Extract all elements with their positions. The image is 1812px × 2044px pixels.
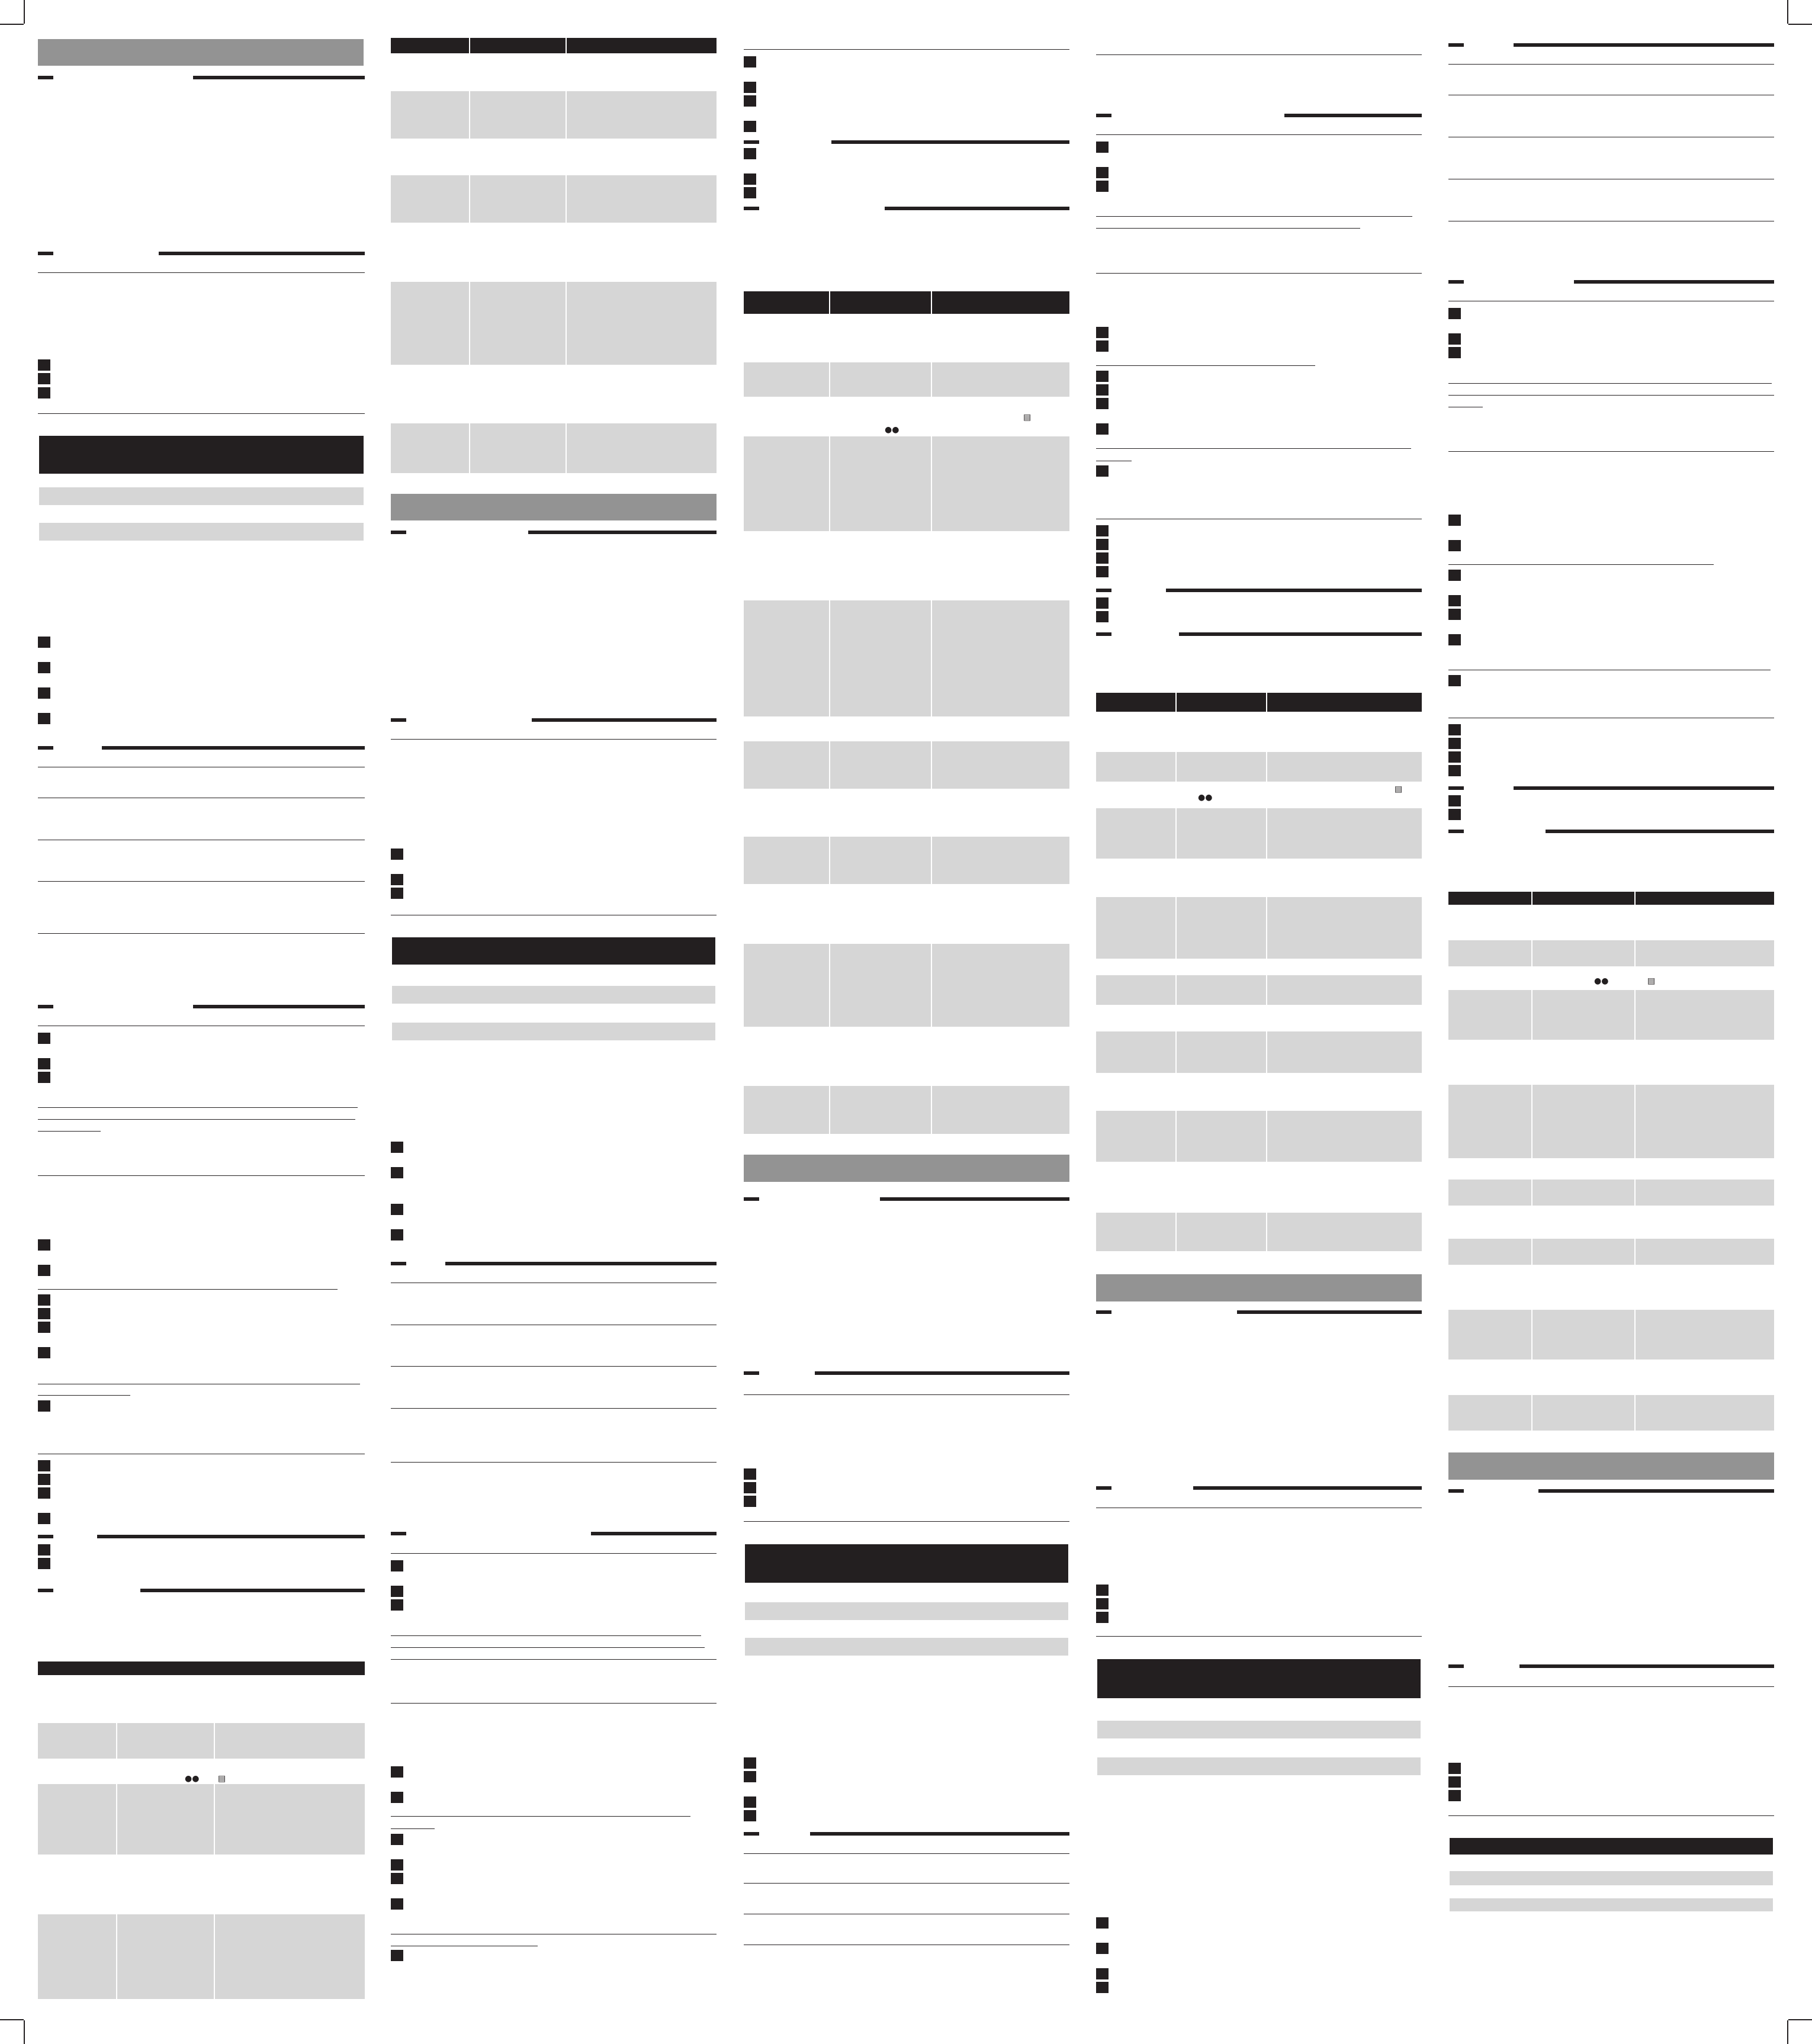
- subheading-rule: [97, 1535, 365, 1538]
- intro-bar: [1450, 1871, 1773, 1885]
- intro-bar: [392, 986, 715, 1004]
- list-bullet: [38, 1487, 50, 1499]
- subheading-marker: [1448, 830, 1464, 833]
- divider: [1448, 395, 1774, 396]
- table-row: [744, 837, 1069, 884]
- list-bullet: [1448, 333, 1461, 345]
- list-bullet: [38, 637, 50, 648]
- divider: [38, 1289, 338, 1290]
- divider: [744, 1853, 1069, 1854]
- subheading-marker: [1448, 1664, 1464, 1668]
- divider: [1096, 365, 1315, 366]
- subheading-marker: [744, 1371, 759, 1375]
- subheading-marker: [38, 1535, 53, 1538]
- table-row: [1096, 1031, 1422, 1073]
- list-bullet: [38, 1265, 50, 1276]
- subheading-rule: [1574, 280, 1774, 284]
- shaver-head-icon: ●●: [1594, 976, 1609, 986]
- battery-icon: ▤: [1023, 413, 1032, 422]
- list-bullet: [1096, 327, 1109, 338]
- list-bullet: [1448, 570, 1461, 581]
- language-title-bar: [39, 436, 364, 474]
- list-bullet: [1448, 765, 1461, 776]
- list-bullet: [391, 1792, 403, 1803]
- list-bullet: [391, 1950, 403, 1961]
- list-bullet: [38, 1544, 50, 1556]
- list-bullet: [744, 56, 756, 68]
- subheading-marker: [1096, 632, 1111, 636]
- page-column-4: [1096, 0, 1423, 2044]
- divider: [391, 1647, 705, 1648]
- list-bullet: [38, 1033, 50, 1044]
- list-bullet: [1448, 751, 1461, 763]
- list-bullet: [1448, 675, 1461, 686]
- subheading-marker: [38, 1589, 53, 1592]
- subheading-marker: [38, 746, 53, 750]
- divider: [391, 739, 717, 740]
- table-row: [1448, 1239, 1774, 1265]
- list-bullet: [1096, 1943, 1109, 1954]
- list-bullet: [744, 148, 756, 159]
- list-bullet: [744, 1482, 756, 1493]
- crop-mark: [1788, 2019, 1812, 2020]
- divider: [38, 1107, 358, 1108]
- table-header-row: [38, 1661, 365, 1675]
- list-bullet: [38, 1474, 50, 1485]
- list-bullet: [1096, 611, 1109, 622]
- list-bullet: [1448, 795, 1461, 806]
- divider: [38, 881, 365, 882]
- table-row: [1448, 1395, 1774, 1431]
- intro-bar: [1450, 1898, 1773, 1911]
- list-bullet: [38, 373, 50, 384]
- divider: [744, 1394, 1069, 1395]
- list-bullet: [744, 95, 756, 107]
- subheading-marker: [38, 1005, 53, 1008]
- list-bullet: [1096, 398, 1109, 409]
- list-bullet: [1448, 308, 1461, 319]
- list-bullet: [1096, 142, 1109, 153]
- subheading-rule: [1519, 1664, 1774, 1668]
- divider: [1448, 451, 1774, 452]
- list-bullet: [1096, 566, 1109, 577]
- troubleshooting-table: [38, 1661, 365, 1999]
- list-bullet: [38, 1400, 50, 1412]
- list-bullet: [1448, 347, 1461, 358]
- subheading-rule: [885, 207, 1069, 210]
- list-bullet: [1096, 1585, 1109, 1596]
- crop-mark: [24, 0, 25, 24]
- section-header-bar: [391, 494, 717, 520]
- divider: [38, 272, 365, 273]
- subheading-rule: [1237, 1310, 1422, 1314]
- list-bullet: [391, 1859, 403, 1871]
- list-bullet: [1448, 809, 1461, 820]
- intro-bar: [39, 523, 364, 541]
- intro-bar: [39, 487, 364, 505]
- subheading-rule: [591, 1532, 717, 1535]
- divider: [1096, 228, 1360, 229]
- divider: [38, 1175, 365, 1176]
- divider: [1448, 64, 1774, 65]
- crop-mark: [0, 2019, 24, 2020]
- list-bullet: [1448, 738, 1461, 749]
- subheading-marker: [391, 531, 406, 534]
- shaver-head-icon: ●●: [185, 1774, 200, 1783]
- subheading-marker: [1448, 1489, 1464, 1493]
- divider: [1448, 1686, 1774, 1687]
- list-bullet: [1448, 1776, 1461, 1788]
- crop-mark: [24, 2020, 25, 2044]
- divider: [38, 1131, 101, 1132]
- table-row: [744, 436, 1069, 531]
- list-bullet: [1096, 423, 1109, 435]
- page-column-5: [1448, 0, 1775, 2044]
- divider: [38, 413, 365, 414]
- list-bullet: [38, 1513, 50, 1524]
- subheading-marker: [38, 76, 53, 79]
- list-bullet: [1096, 1968, 1109, 1979]
- intro-bar: [745, 1638, 1068, 1656]
- subheading-marker: [1096, 1486, 1111, 1490]
- list-bullet: [1096, 597, 1109, 609]
- list-bullet: [1448, 609, 1461, 620]
- subheading-rule: [1166, 589, 1422, 592]
- crop-mark: [1788, 24, 1812, 25]
- list-bullet: [744, 1796, 756, 1808]
- subheading-marker: [744, 140, 759, 144]
- subheading-rule: [140, 1589, 365, 1592]
- subheading-rule: [1514, 43, 1774, 47]
- list-bullet: [1448, 724, 1461, 735]
- divider: [391, 1635, 701, 1636]
- table-row: [1448, 940, 1774, 966]
- divider: [38, 933, 365, 934]
- intro-bar: [745, 1602, 1068, 1620]
- subheading-marker: [391, 718, 406, 722]
- divider: [391, 1366, 717, 1367]
- list-bullet: [391, 1766, 403, 1778]
- divider: [391, 1553, 717, 1554]
- list-bullet: [38, 1460, 50, 1471]
- divider: [1448, 564, 1714, 565]
- list-bullet: [391, 888, 403, 899]
- battery-icon: ▤: [1395, 785, 1403, 794]
- table-row: [38, 1723, 365, 1759]
- divider: [391, 1703, 717, 1704]
- divider: [1096, 216, 1412, 217]
- page-column-2: [391, 0, 718, 2044]
- subheading-rule: [528, 531, 717, 534]
- list-bullet: [744, 121, 756, 132]
- list-bullet: [744, 1757, 756, 1769]
- table-row: [391, 175, 717, 223]
- section-header-bar: [744, 1155, 1069, 1182]
- divider: [391, 1816, 690, 1817]
- subheading-rule: [1284, 114, 1422, 117]
- subheading-rule: [880, 1197, 1069, 1201]
- subheading-marker: [1448, 280, 1464, 284]
- list-bullet: [38, 359, 50, 371]
- list-bullet: [744, 187, 756, 198]
- divider: [1096, 273, 1422, 274]
- subheading-rule: [831, 140, 1069, 144]
- list-bullet: [38, 1058, 50, 1069]
- troubleshooting-table: [1096, 693, 1422, 1251]
- subheading-marker: [1096, 114, 1111, 117]
- troubleshooting-table: [391, 38, 717, 473]
- list-bullet: [38, 387, 50, 398]
- divider: [391, 1408, 717, 1409]
- list-bullet: [391, 1560, 403, 1571]
- list-bullet: [391, 874, 403, 885]
- battery-icon: ▤: [218, 1774, 226, 1783]
- table-row: [1096, 1111, 1422, 1162]
- divider: [1096, 1636, 1422, 1637]
- list-bullet: [38, 1239, 50, 1251]
- list-bullet: [1448, 515, 1461, 526]
- table-row: [38, 1914, 365, 1999]
- list-bullet: [1448, 1763, 1461, 1774]
- list-bullet: [1096, 371, 1109, 382]
- subheading-rule: [815, 1371, 1069, 1375]
- table-header-row: [1096, 693, 1422, 712]
- list-bullet: [744, 1468, 756, 1480]
- list-bullet: [391, 1142, 403, 1153]
- divider: [744, 1521, 1069, 1522]
- intro-bar: [1097, 1757, 1421, 1775]
- table-row: [38, 1784, 365, 1855]
- list-bullet: [744, 1771, 756, 1782]
- table-row: [391, 423, 717, 473]
- crop-mark: [0, 24, 24, 25]
- shaver-head-icon: ●●: [1198, 793, 1213, 802]
- intro-bar: [1097, 1721, 1421, 1738]
- list-bullet: [1096, 167, 1109, 178]
- subheading-marker: [1448, 43, 1464, 47]
- section-header-bar: [1448, 1452, 1774, 1480]
- table-row: [1096, 1213, 1422, 1251]
- subheading-rule: [1179, 632, 1422, 636]
- divider: [38, 1119, 355, 1120]
- battery-icon: ▤: [1647, 976, 1656, 986]
- list-bullet: [38, 1072, 50, 1083]
- subheading-rule: [1193, 1486, 1422, 1490]
- table-row: [1448, 990, 1774, 1040]
- list-bullet: [38, 1347, 50, 1358]
- subheading-marker: [38, 252, 53, 255]
- divider: [1448, 383, 1772, 384]
- list-bullet: [1096, 1612, 1109, 1623]
- subheading-rule: [445, 1262, 717, 1265]
- list-bullet: [1096, 1598, 1109, 1609]
- section-header-bar: [1096, 1274, 1422, 1301]
- table-row: [744, 944, 1069, 1027]
- subheading-rule: [193, 76, 365, 79]
- page-column-3: [744, 0, 1071, 2044]
- crop-mark: [1787, 2020, 1788, 2044]
- list-bullet: [1096, 539, 1109, 550]
- divider: [38, 1395, 130, 1396]
- language-title-bar: [392, 937, 715, 965]
- list-bullet: [391, 1167, 403, 1178]
- subheading-rule: [159, 252, 365, 255]
- list-bullet: [744, 173, 756, 185]
- list-bullet: [391, 849, 403, 860]
- intro-bar: [392, 1023, 715, 1040]
- crop-mark: [1787, 0, 1788, 24]
- list-bullet: [38, 662, 50, 673]
- divider: [391, 1828, 435, 1829]
- table-row: [1096, 975, 1422, 1005]
- table-row: [744, 1086, 1069, 1134]
- subheading-rule: [1546, 830, 1774, 833]
- subheading-rule: [102, 746, 365, 750]
- divider: [391, 1659, 717, 1660]
- table-row: [1096, 752, 1422, 782]
- table-row: [391, 91, 717, 139]
- list-bullet: [1096, 384, 1109, 396]
- subheading-rule: [1514, 786, 1774, 790]
- list-bullet: [1096, 525, 1109, 536]
- table-row: [1448, 1310, 1774, 1360]
- table-row: [1096, 897, 1422, 959]
- table-row: [1448, 1085, 1774, 1158]
- subheading-marker: [744, 1832, 759, 1836]
- shaver-head-icon: ●●: [885, 425, 899, 435]
- table-header-row: [1448, 892, 1774, 905]
- divider: [1096, 448, 1411, 449]
- subheading-rule: [193, 1005, 365, 1008]
- list-bullet: [744, 1496, 756, 1507]
- language-title-bar: [745, 1544, 1068, 1583]
- troubleshooting-table: [744, 291, 1069, 1134]
- table-row: [744, 741, 1069, 789]
- subheading-rule: [532, 718, 717, 722]
- table-row: [1448, 1180, 1774, 1206]
- subheading-rule: [810, 1832, 1069, 1836]
- list-bullet: [38, 1558, 50, 1569]
- list-bullet: [744, 1810, 756, 1821]
- subheading-marker: [1096, 1310, 1111, 1314]
- language-title-bar: [1450, 1838, 1773, 1855]
- list-bullet: [1448, 595, 1461, 606]
- list-bullet: [38, 687, 50, 699]
- divider: [1448, 1815, 1774, 1816]
- troubleshooting-table: [1448, 892, 1774, 1431]
- divider: [1096, 54, 1422, 55]
- list-bullet: [38, 1294, 50, 1306]
- list-bullet: [1448, 1790, 1461, 1801]
- list-bullet: [1096, 1917, 1109, 1929]
- subheading-marker: [391, 1532, 406, 1535]
- list-bullet: [744, 82, 756, 93]
- list-bullet: [1096, 552, 1109, 564]
- list-bullet: [1096, 1982, 1109, 1993]
- table-row: [744, 362, 1069, 397]
- divider: [1096, 134, 1422, 135]
- list-bullet: [391, 1599, 403, 1611]
- subheading-marker: [1096, 589, 1111, 592]
- table-row: [391, 282, 717, 365]
- divider: [391, 1462, 717, 1463]
- subheading-marker: [391, 1262, 406, 1265]
- divider: [744, 1883, 1069, 1884]
- list-bullet: [391, 1898, 403, 1910]
- divider: [744, 49, 1069, 50]
- list-bullet: [391, 1229, 403, 1240]
- table-row: [1096, 808, 1422, 859]
- list-bullet: [38, 1322, 50, 1333]
- list-bullet: [1096, 340, 1109, 352]
- list-bullet: [1096, 181, 1109, 192]
- subheading-marker: [744, 207, 759, 210]
- list-bullet: [1096, 465, 1109, 477]
- subheading-rule: [1538, 1489, 1774, 1493]
- list-bullet: [38, 1308, 50, 1319]
- list-bullet: [391, 1834, 403, 1845]
- list-bullet: [38, 713, 50, 724]
- subheading-marker: [1448, 786, 1464, 790]
- list-bullet: [1448, 634, 1461, 645]
- page-column-1: [38, 0, 365, 2044]
- subheading-marker: [744, 1197, 759, 1201]
- list-bullet: [391, 1873, 403, 1884]
- list-bullet: [391, 1586, 403, 1597]
- list-bullet: [391, 1204, 403, 1215]
- section-header-bar: [38, 39, 364, 66]
- table-row: [744, 600, 1069, 716]
- language-title-bar: [1097, 1659, 1421, 1698]
- list-bullet: [1448, 540, 1461, 551]
- table-header-row: [744, 291, 1069, 314]
- table-header-row: [391, 38, 717, 53]
